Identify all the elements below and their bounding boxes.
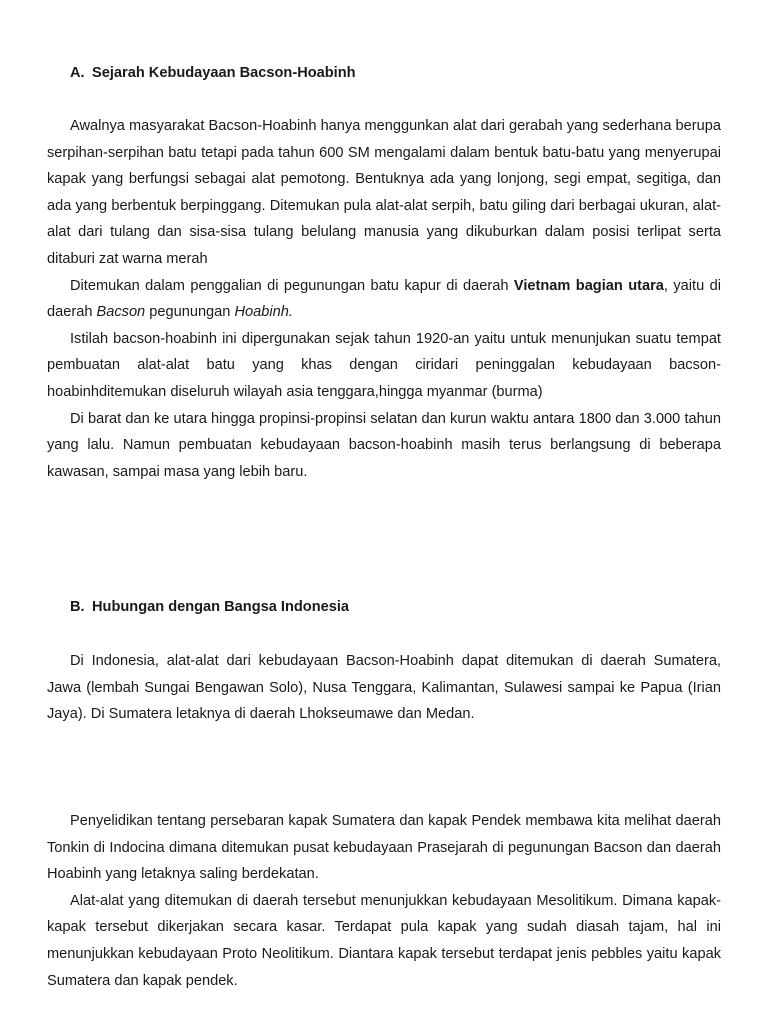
section-b-body-2: [47, 808, 721, 994]
p2-text-3: pegunungan: [145, 304, 235, 321]
section-b-heading-block: [47, 598, 721, 616]
section-b-paragraph-1: Di Indonesia, alat-alat dari kebudayaan Bacson-Hoabinh dapat ditemukan di daerah Sumatera, Jawa (lembah Sungai Bengawan Solo), Nusa Tenggara, Kalimantan, Sulawesi sampai ke Papua (Irian Jaya). Di Sumatera letaknya di daerah Lhokseumawe dan Medan.: [47, 653, 721, 723]
section-a-heading-block: [47, 64, 721, 82]
section-b-paragraph-2: Penyelidikan tentang persebaran kapak Sumatera dan kapak Pendek membawa kita melihat daerah Tonkin di Indocina dimana ditemukan pusat kebudayaan Prasejarah di pegunungan Bacson dan daerah Hoabinh yang letaknya saling berdekatan.: [47, 813, 721, 883]
section-b-title: Hubungan dengan Bangsa Indonesia: [92, 599, 350, 615]
p2-text-1: Ditemukan dalam penggalian di pegunungan batu kapur di daerah: [70, 277, 514, 294]
p2-italic-bacson: Bacson: [96, 304, 146, 321]
section-a-paragraph-3: Istilah bacson-hoabinh ini dipergunakan sejak tahun 1920-an yaitu untuk menunjukan suatu tempat pembuatan alat-alat batu yang khas dengan ciridari peninggalan kebudayaan bacson-hoabinhditemukan diseluruh wilayah asia tenggara,hingga myanmar (burma): [47, 330, 721, 400]
section-a-number: A.: [70, 65, 85, 81]
section-a-paragraph-1: Awalnya masyarakat Bacson-Hoabinh hanya menggunkan alat dari gerabah yang sederhana berupa serpihan-serpihan batu tetapi pada tahun 600 SM mengalami dalam bentuk batu-batu yang menyerupai kapak yang berfungsi sebagai alat pemotong. Bentuknya ada yang lonjong, segi empat, segitiga, dan ada yang berbentuk berpinggang. Ditemukan pula alat-alat serpih, batu giling dari berbagai ukuran, alat-alat dari tulang dan sisa-sisa tulang belulang manusia yang dikuburkan dalam posisi terlipat serta ditaburi zat warna merah: [47, 118, 721, 267]
section-a-paragraph-2: [47, 273, 721, 326]
section-b-number: B.: [70, 599, 85, 615]
p2-text-2: , yaitu di daerah: [47, 277, 721, 321]
section-b-body-1: [47, 648, 721, 728]
section-a-title: Sejarah Kebudayaan Bacson-Hoabinh: [92, 65, 356, 81]
section-b-heading: [47, 598, 721, 616]
p2-bold-location: Vietnam bagian utara: [513, 277, 664, 294]
section-a-body: [47, 113, 721, 485]
section-a-heading: [47, 64, 721, 82]
section-a-paragraph-4: Di barat dan ke utara hingga propinsi-propinsi selatan dan kurun waktu antara 1800 dan 3.000 tahun yang lalu. Namun pembuatan kebudayaan bacson-hoabinh masih terus berlangsung di beberapa kawasan, sampai masa yang lebih baru.: [47, 410, 721, 480]
section-b-paragraph-3: Alat-alat yang ditemukan di daerah tersebut menunjukkan kebudayaan Mesolitikum. Dimana kapak-kapak tersebut dikerjakan secara kasar. Terdapat pula kapak yang sudah diasah tajam, hal ini menunjukkan kebudayaan Proto Neolitikum. Diantara kapak tersebut terdapat jenis pebbles yaitu kapak Sumatera dan kapak pendek.: [47, 892, 721, 989]
p2-italic-hoabinh: Hoabinh.: [234, 304, 293, 321]
